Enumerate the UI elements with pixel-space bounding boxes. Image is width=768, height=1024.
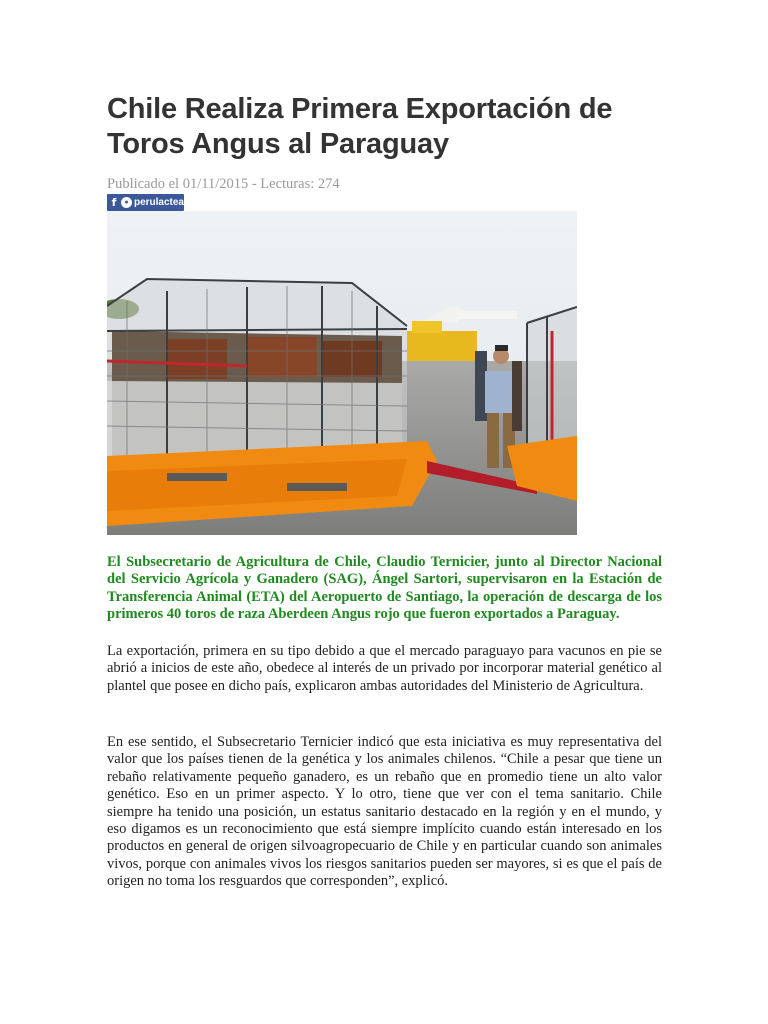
body-paragraph: En ese sentido, el Subsecretario Ternicier indicó que esta iniciativa es muy representativa del valor que los países tienen de la genética y los animales chilenos. “Chile a pesar que tiene un rebaño relativamente pequeño ganadero, es un rebaño que en promedio tiene un alto valor genético. Eso en un primer aspecto. Y lo otro, tiene que ver con el tema sanitario. Chile siempre ha tenido una posición, un estatus sanitario destacado en la región y en el mundo, y eso digamos es un reconocimiento que está siempre implícito cuando están interesado en los productos en general de origen silvoagropecuario de Chile y en particular cuando son animales vivos, porque con animales vivos los riesgos sanitarios pueden ser mayores, si es que el país de origen no toma los resguardos que corresponden”, explicó. [107, 734, 662, 890]
share-label: perulactea [133, 197, 184, 208]
lead-paragraph: El Subsecretario de Agricultura de Chile, Claudio Ternicier, junto al Director Nacional del Servicio Agrícola y Ganadero (SAG), Ángel Sartori, supervisaron en la Estación de Transferencia Animal (ETA) del Aeropuerto de Santiago, la operación de descarga de los primeros 40 toros de raza Aberdeen Angus rojo que fueron exportados a Paraguay. [107, 554, 662, 623]
article-photo [107, 211, 577, 535]
facebook-icon: f [111, 196, 117, 209]
cattle-crates-photo [107, 211, 577, 535]
facebook-share-button[interactable] [107, 194, 184, 211]
body-paragraph: La exportación, primera en su tipo debido a que el mercado paraguayo para vacunos en pie se abrió a inicios de este año, obedece al interés de un privado por incorporar material genético al plantel que posee en dicho país, explicaron ambas autoridades del Ministerio de Agricultura. [107, 643, 662, 694]
article-title: Chile Realiza Primera Exportación de Toros Angus al Paraguay [107, 93, 613, 160]
article-meta: Publicado el 01/11/2015 - Lecturas: 274 [107, 176, 340, 192]
perulactea-logo-icon: ● [121, 197, 132, 208]
